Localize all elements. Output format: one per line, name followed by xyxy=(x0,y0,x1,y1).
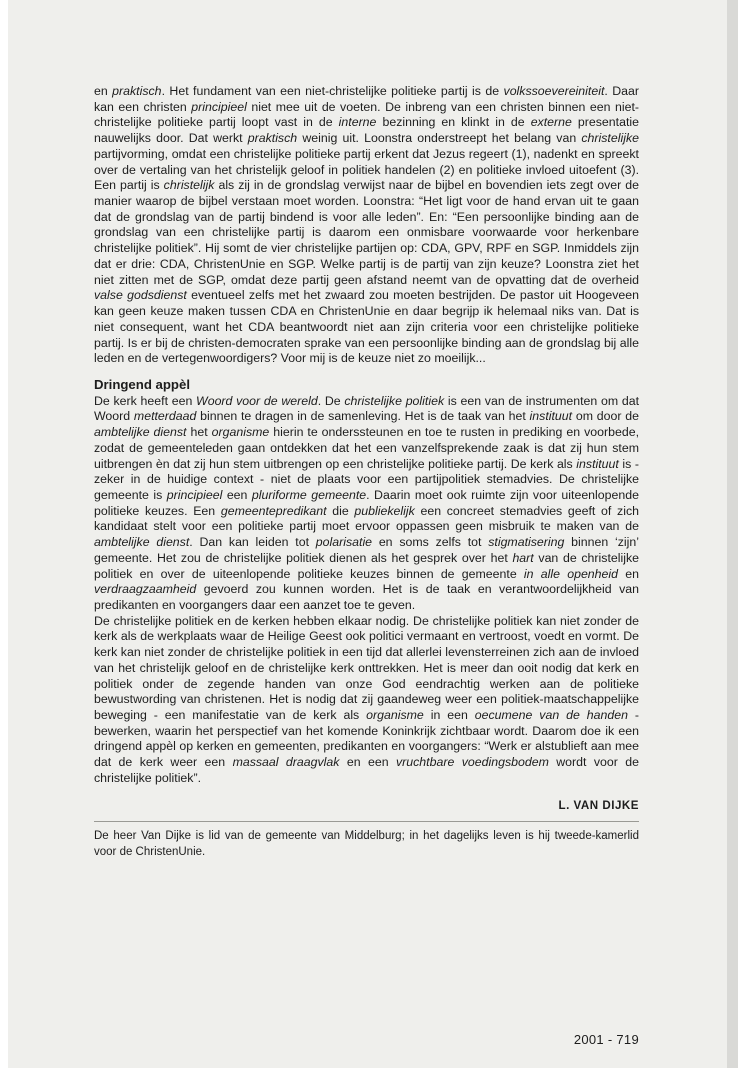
author-signature: L. VAN DIJKE xyxy=(558,798,639,812)
author-note: De heer Van Dijke is lid van de gemeente van Middelburg; in het dagelijks leven is hij tweede-kamerlid voor de ChristenUnie. xyxy=(94,830,639,858)
paragraph-2: De kerk heeft een Woord voor de wereld. De christelijke politiek is een van de instrumenten om dat Woord metterdaad binnen te dragen in de samenleving. Het is de taak van het instituut om door de ambtelijke dienst het organisme hierin te onderssteunen en toe te rusten in prediking en voorbede, zodat de gemeenteleden gaan ontdekken dat het een vanzelfsprekende zaak is dat zij hun stem uitbrengen èn dat zij hun stem uitbrengen op een christelijke politieke partij. De kerk als instituut is - zeker in de huidige context - niet de plaats voor een partijpolitiek stemadvies. De christelijke gemeente is principieel een pluriforme gemeente. Daarin moet ook ruimte zijn voor uiteenlopende politieke keuzes. Een gemeentepredikant die publiekelijk een concreet stemadvies geeft of zich kandidaat stelt voor een politieke partij moet ervoor oppassen geen misbruik te maken van de ambtelijke dienst. Dan kan leiden tot polarisatie en soms zelfs tot stigmatisering binnen ‘zijn’ gemeente. Het zou de christelijke politiek dienen als het gesprek over het hart van de christelijke politiek en over de uiteenlopende politieke keuzes binnen de gemeente in alle openheid en verdraagzaamheid gevoerd zou kunnen worden. Het is de taak en verantwoordelijkheid van predikanten en voorgangers daar een aanzet toe te geven. xyxy=(94,393,640,612)
article-column xyxy=(94,84,639,860)
page-edge xyxy=(727,0,738,1068)
paragraph-3: De christelijke politiek en de kerken hebben elkaar nodig. De christelijke politiek kan niet zonder de kerk als de werkplaats waar de Heilige Geest ook politici vermaant en vertroost, voedt en vormt. De kerk kan niet zonder de christelijke politiek in een tijd dat allerlei levensterreinen zich aan de invloed van het christelijk geloof en de christelijke kerk onttrekken. Het is meer dan ooit nodig dat kerk en politiek onder de zegende handen van onze God eendrachtig werken aan de politieke bewustwording van christenen. Het is nodig dat zij gaandeweg weer een politiek-maatschappelijke beweging - een manifestatie van de kerk als organisme in een oecumene van de handen - bewerken, waarin het perspectief van het komende Koninkrijk zichtbaar wordt. Daarom doe ik een dringend appèl op kerken en gemeenten, predikanten en voorgangers: “Werk er alstublieft aan mee dat de kerk weer een massaal draagvlak en een vruchtbare voedingsbodem wordt voor de christelijke politiek”. xyxy=(94,613,639,785)
page-number: 2001 - 719 xyxy=(573,1032,639,1047)
footnote-divider xyxy=(94,821,639,822)
section-heading: Dringend appèl xyxy=(94,376,190,392)
paragraph-1: en praktisch. Het fundament van een niet-christelijke politieke partij is de volkssoevereiniteit. Daar kan een christen principieel niet mee uit de voeten. De inbreng van een christen binnen een niet-christelijke politieke partij loopt vast in de interne bezinning en klinkt in de externe presentatie nauwelijks door. Dat werkt praktisch weinig uit. Loonstra onderstreept het belang van christelijke partijvorming, omdat een christelijke politieke partij erkent dat Jezus regeert (1), nadenkt en spreekt over de vertaling van het christelijk geloof in politiek handelen (2) en politieke invloed uitoefent (3). Een partij is christelijk als zij in de grondslag verwijst naar de bijbel en bovendien iets zegt over de manier waarop de bijbel verstaan moet worden. Loonstra: “Het ligt voor de hand ervan uit te gaan dat de grondslag van de partij bindend is voor alle leden”. En: “Een persoonlijke binding aan de grondslag van een christelijke partij is daarom een onmisbare voorwaarde voor herkenbare christelijke politiek”. Hij somt de vier christelijke partijen op: CDA, GPV, RPF en SGP. Inmiddels zijn dat er drie: CDA, ChristenUnie en SGP. Welke partij is de partij van zijn keuze? Loonstra ziet het niet zitten met de SGP, omdat deze partij geen afstand neemt van de opvatting dat de overheid valse godsdienst eventueel zelfs met het zwaard zou moeten bestrijden. De pastor uit Hoogeveen kan geen keuze maken tussen CDA en ChristenUnie en daar begrijp ik helemaal niks van. Dat is niet consequent, want het CDA beantwoordt niet aan zijn criteria voor een christelijke politieke partij. Is er bij de christen-democraten sprake van een persoonlijke binding aan de grondslag bij alle leden en de vertegenwoordigers? Voor mij is de keuze niet zo moeilijk... xyxy=(94,84,639,366)
